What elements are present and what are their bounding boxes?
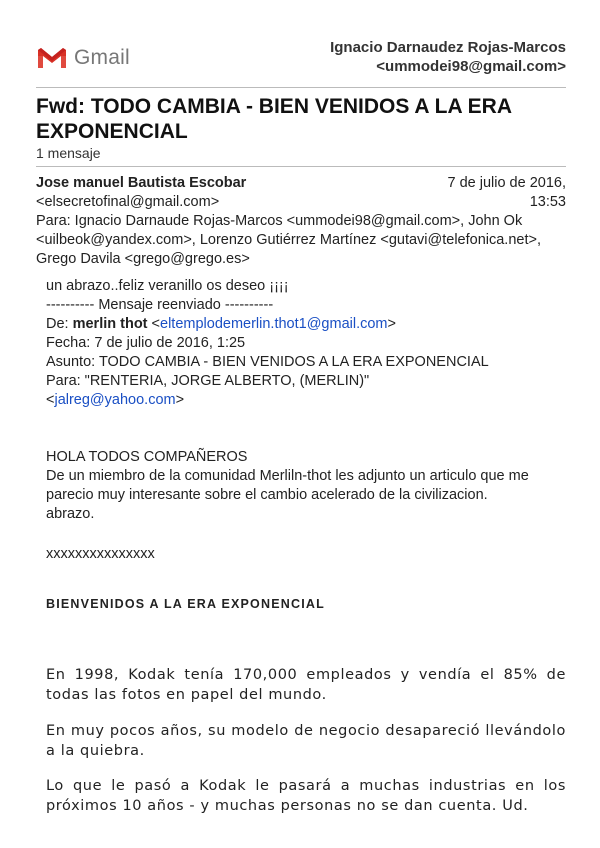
subject-divider — [36, 166, 566, 167]
from-email-open: < — [147, 316, 161, 332]
article-paragraph-1: En 1998, Kodak tenía 170,000 empleados y vendía el 85% de todas las fotos en papel del mundo. — [46, 667, 566, 703]
from-name: merlin thot — [72, 316, 148, 332]
forward-from — [46, 315, 566, 334]
gmail-logo-text: Gmail — [74, 46, 130, 69]
message-count: 1 mensaje — [36, 145, 101, 161]
article-title: BIENVENIDOS A LA ERA EXPONENCIAL — [46, 597, 325, 611]
greeting: HOLA TODOS COMPAÑEROS — [46, 449, 248, 465]
print-header — [36, 0, 566, 88]
account-name: Ignacio Darnaudez Rojas-Marcos — [330, 39, 566, 56]
separator: xxxxxxxxxxxxxxx — [46, 546, 155, 562]
forward-to-email — [46, 391, 566, 410]
intro-text: un abrazo..feliz veranillo os deseo ¡¡¡¡ — [46, 278, 289, 294]
to-email-close: > — [175, 392, 185, 408]
email-printout — [36, 0, 566, 814]
from-email-link[interactable]: eltemplodemerlin.thot1@gmail.com — [160, 316, 388, 332]
message-header — [36, 174, 566, 269]
forward-marker: ---------- Mensaje reenviado ---------- — [46, 297, 274, 313]
sender-name: Jose manuel Bautista Escobar — [36, 175, 247, 191]
closing: abrazo. — [46, 506, 95, 522]
forward-subject: Asunto: TODO CAMBIA - BIEN VENIDOS A LA ERA EXPONENCIAL — [46, 354, 489, 370]
to-email-link[interactable]: jalreg@yahoo.com — [54, 392, 176, 408]
forward-to: Para: "RENTERIA, JORGE ALBERTO, (MERLIN)" — [46, 373, 370, 389]
message-date-line1: 7 de julio de 2016, — [447, 175, 566, 191]
message-date-line2: 13:53 — [529, 194, 566, 210]
account-email: <ummodei98@gmail.com> — [376, 58, 566, 75]
to-email-open: < — [46, 392, 55, 408]
message-text: De un miembro de la comunidad Merliln-thot les adjunto un articulo que me parecio muy interesante sobre el cambio acelerado de la civilizacion. — [46, 468, 529, 503]
thread-subject: Fwd: TODO CAMBIA - BIEN VENIDOS A LA ERA EXPONENCIAL — [36, 95, 512, 143]
recipients: Para: Ignacio Darnaude Rojas-Marcos <ummodei98@gmail.com>, John Ok <uilbeok@yandex.com>, Lorenzo Gutiérrez Martínez <gutavi@telefonica.net>, Grego Davila <grego@grego.es> — [36, 213, 541, 267]
forward-date: Fecha: 7 de julio de 2016, 1:25 — [46, 335, 246, 351]
gmail-m-icon — [36, 46, 68, 70]
gmail-logo — [36, 46, 130, 70]
header-divider — [36, 87, 566, 88]
from-label: De: — [46, 316, 73, 332]
article-paragraph-3: Lo que le pasó a Kodak le pasará a muchas industrias en los próximos 10 años - y muchas personas no se dan cuenta. Ud. — [46, 778, 566, 814]
message-body — [46, 277, 566, 564]
sender-email: <elsecretofinal@gmail.com> — [36, 194, 220, 210]
from-email-close: > — [387, 316, 396, 332]
account-info — [330, 38, 566, 76]
article-paragraph-2: En muy pocos años, su modelo de negocio desapareció llevándolo a la quiebra. — [46, 723, 566, 759]
